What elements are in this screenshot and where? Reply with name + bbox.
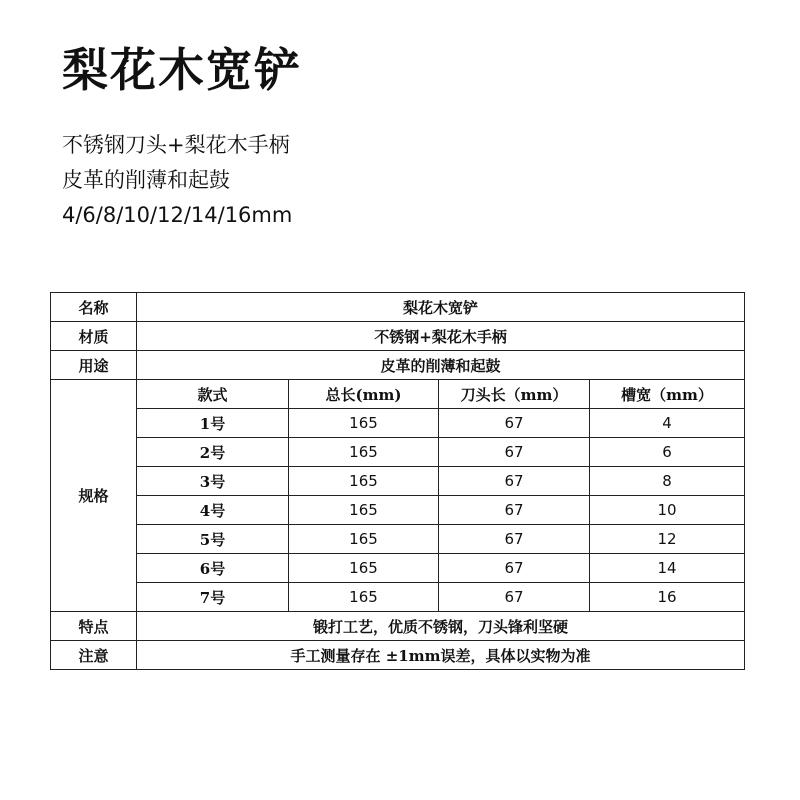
- product-description: [62, 128, 292, 233]
- spec-header-total-length: 总长(mm): [289, 380, 439, 409]
- spec-total-length: 165: [289, 496, 439, 525]
- spec-total-length: 165: [289, 525, 439, 554]
- table-row: [51, 438, 745, 467]
- spec-header-row: [51, 380, 745, 409]
- table-row: [51, 496, 745, 525]
- table-row: [51, 583, 745, 612]
- note-label: 注意: [51, 641, 137, 670]
- spec-blade-length: 67: [439, 525, 590, 554]
- spec-header-style: 款式: [137, 380, 289, 409]
- use-label: 用途: [51, 351, 137, 380]
- spec-total-length: 165: [289, 554, 439, 583]
- material-value: 不锈钢+梨花木手柄: [137, 322, 745, 351]
- spec-groove-width: 4: [590, 409, 745, 438]
- spec-blade-length: 67: [439, 496, 590, 525]
- spec-label: 规格: [51, 380, 137, 612]
- desc-line-sizes: 4/6/8/10/12/14/16mm: [62, 203, 293, 227]
- spec-groove-width: 14: [590, 554, 745, 583]
- table-row-material: [51, 322, 745, 351]
- spec-groove-width: 8: [590, 467, 745, 496]
- spec-style: 1号: [137, 409, 289, 438]
- table-row: [51, 467, 745, 496]
- spec-header-groove-width: 槽宽（mm）: [590, 380, 745, 409]
- spec-table: [50, 292, 745, 670]
- spec-style: 6号: [137, 554, 289, 583]
- spec-groove-width: 10: [590, 496, 745, 525]
- table-row: [51, 554, 745, 583]
- table-row-feature: [51, 612, 745, 641]
- spec-style: 7号: [137, 583, 289, 612]
- name-label: 名称: [51, 293, 137, 322]
- spec-total-length: 165: [289, 409, 439, 438]
- product-title: 梨花木宽铲: [62, 43, 302, 97]
- spec-style: 3号: [137, 467, 289, 496]
- name-value: 梨花木宽铲: [137, 293, 745, 322]
- spec-blade-length: 67: [439, 554, 590, 583]
- spec-total-length: 165: [289, 583, 439, 612]
- table-row: [51, 525, 745, 554]
- desc-line-use: 皮革的削薄和起鼓: [62, 168, 230, 192]
- spec-style: 2号: [137, 438, 289, 467]
- spec-blade-length: 67: [439, 409, 590, 438]
- feature-value: 锻打工艺，优质不锈钢，刀头锋利坚硬: [137, 612, 745, 641]
- use-value: 皮革的削薄和起鼓: [137, 351, 745, 380]
- feature-label: 特点: [51, 612, 137, 641]
- spec-blade-length: 67: [439, 583, 590, 612]
- spec-blade-length: 67: [439, 467, 590, 496]
- spec-groove-width: 16: [590, 583, 745, 612]
- table-row-use: [51, 351, 745, 380]
- spec-header-blade-length: 刀头长（mm）: [439, 380, 590, 409]
- spec-style: 4号: [137, 496, 289, 525]
- spec-groove-width: 12: [590, 525, 745, 554]
- spec-groove-width: 6: [590, 438, 745, 467]
- spec-total-length: 165: [289, 438, 439, 467]
- spec-total-length: 165: [289, 467, 439, 496]
- table-row-note: [51, 641, 745, 670]
- note-value: 手工测量存在 ±1mm误差，具体以实物为准: [137, 641, 745, 670]
- material-label: 材质: [51, 322, 137, 351]
- table-row: [51, 409, 745, 438]
- spec-style: 5号: [137, 525, 289, 554]
- desc-line-material: 不锈钢刀头+梨花木手柄: [62, 133, 290, 157]
- spec-blade-length: 67: [439, 438, 590, 467]
- table-row-name: [51, 293, 745, 322]
